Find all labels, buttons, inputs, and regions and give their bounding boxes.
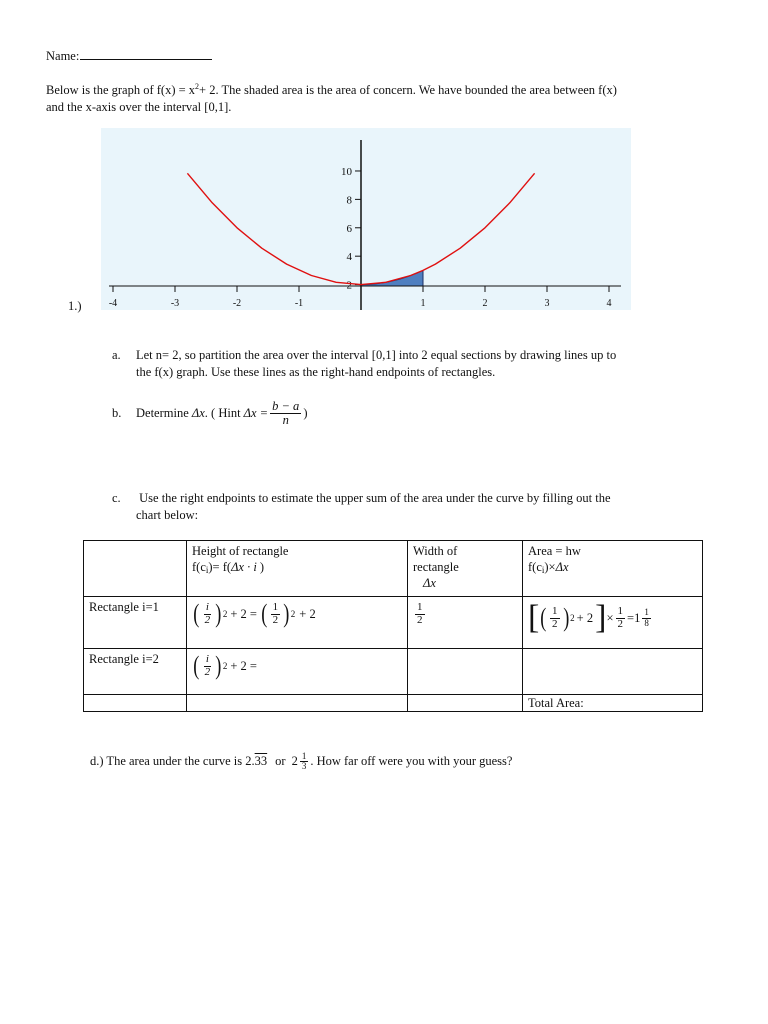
row1-frac-num: 1 [272,600,279,613]
x-tick-label: -3 [170,298,180,309]
header-height-cell [187,541,408,597]
x-tick-label: -4 [108,298,118,309]
row1-height-cell [187,597,408,649]
function-graph [101,128,631,310]
header-height-close: ) [259,560,265,574]
name-blank[interactable] [80,47,212,60]
problem-number: 1.) [68,299,82,313]
question-d-whole: 2 [291,754,298,769]
row1-label: Rectangle i=1 [84,597,187,649]
x-tick-label: -1 [294,298,304,309]
row1-area-frac-num: 1 [552,604,558,617]
hint-denominator: n [282,413,289,428]
y-tick-label: 2 [346,279,352,292]
row2-height-expr: ( $\frac{i}{2}$ ) 2 + 2 = [193,651,257,680]
question-d-frac [300,752,309,772]
row1-area-w-num: 1 [617,604,623,617]
row1-height-expr: ( $\frac{i}{2}$ ) 2 + 2 = ( $\frac{1}{2}$ ) 2 + 2 [193,599,316,628]
row1-area-mixed-den: 8 [644,617,649,628]
question-d-suffix: . How far off were you with your guess? [310,754,513,769]
question-d-prefix: d.) The area under the curve is 2. [90,754,255,769]
item-b-text: Determine [136,406,189,421]
item-c-marker: c. [112,491,121,505]
item-b-hint-open: . ( Hint [204,406,241,421]
total-empty-1 [84,695,187,712]
x-tick-label: 2 [482,298,488,309]
header-width-dx: Δx [423,576,436,590]
row2-sq: 2 [222,661,228,671]
item-b-dx: Δx [191,406,205,421]
table-row [84,649,703,695]
row1-area-times: × [606,611,614,625]
intro-line2: and the x-axis over the interval [0,1]. [46,100,232,115]
row1-area-mixed-num: 1 [644,607,649,618]
item-a-line2: the f(x) graph. Use these lines as the right-hand endpoints of rectangles. [136,365,496,379]
intro-line1-rest: + 2. The shaded area is the area of concern. We have bounded the area between f(x) [199,83,617,98]
question-d-den: 3 [301,761,307,772]
row1-area-whole: 1 [634,611,641,625]
rectangle-chart [83,540,703,712]
question-d-num: 1 [301,751,307,761]
item-a-line1: Let n= 2, so partition the area over the interval [0,1] into 2 equal sections by drawing lines up to [136,348,617,362]
row1-width-frac [415,602,425,626]
intro-paragraph [46,78,736,116]
item-b-marker: b. [112,406,122,421]
table-row [84,695,703,712]
header-area-fc: f(c [528,560,542,574]
x-tick-label: 3 [544,298,550,309]
question-d-or: or [275,754,286,769]
total-area-cell[interactable]: Total Area: [523,695,703,712]
row1-sq-2: 2 [290,609,296,619]
header-height-f: )= f( [208,560,232,574]
y-tick-label: 8 [346,194,352,207]
y-tick-label: 6 [346,222,352,235]
x-tick-label: -2 [232,298,242,309]
row2-frac-i-den: 2 [204,665,211,678]
x-tick-label: 1 [420,298,426,309]
row1-frac-i-den: 2 [204,613,211,626]
row1-width-den: 2 [417,613,423,626]
header-area-line1: Area = hw [528,544,581,558]
header-area-sub: i [541,565,545,575]
row1-frac-den: 2 [272,613,279,626]
row1-plus2-eq: + 2 = [230,607,257,621]
name-label: Name: [46,49,80,63]
item-b [112,400,712,427]
header-width-cell [408,541,523,597]
item-a-marker: a. [112,348,121,362]
header-height-fc: f(c [192,560,206,574]
name-field [46,47,212,64]
header-width-line1: Width of [413,544,458,558]
y-tick-label: 4 [346,251,352,264]
row2-height-cell [187,649,408,695]
item-b-close: ) [303,406,308,421]
hint-fraction [270,400,301,427]
table-header-row [84,541,703,597]
row1-area-w-den: 2 [617,617,623,630]
intro-line1: Below is the graph of f(x) = x [46,83,196,98]
header-empty-cell [84,541,187,597]
row1-width-num: 1 [417,601,423,613]
row2-width-cell[interactable] [408,649,523,695]
header-height-sub: i [205,565,209,575]
header-height-line1: Height of rectangle [192,544,289,558]
header-height-dxi: Δx · i [231,560,257,574]
table-row [84,597,703,649]
row1-area-sq: 2 [570,613,575,623]
row1-area-eq: = [627,611,635,625]
header-area-cell [523,541,703,597]
hint-numerator: b − a [272,399,300,413]
intro-sup: 2 [195,82,200,91]
row1-area-expr: [ ( $\frac{1}{2}$ ) 2 + 2 ] × $\frac{1}{2}$ = 1 $\frac{1}{8}$ [528,599,649,636]
row2-label: Rectangle i=2 [84,649,187,695]
total-empty-2 [187,695,408,712]
row2-area-cell[interactable] [523,649,703,695]
row1-frac-i-num: i [205,600,209,613]
question-d [90,752,512,772]
item-a [112,347,712,381]
header-area-times: )× [544,560,556,574]
row2-frac-i-num: i [205,652,209,665]
question-d-repeat: 33 [254,754,268,769]
row1-area-plus2: + 2 [576,611,594,625]
item-c-line2: chart below: [136,508,199,522]
row2-plus2-eq: + 2 = [230,659,257,673]
graph-panel [101,128,631,310]
header-area-dx: Δx [555,560,569,574]
row1-sq-1: 2 [222,609,228,619]
header-width-line2: rectangle [413,560,459,574]
row1-area-frac-den: 2 [552,617,558,630]
row1-plus2: + 2 [299,607,316,621]
item-c [112,490,712,524]
total-empty-3 [408,695,523,712]
item-c-line1: Use the right endpoints to estimate the upper sum of the area under the curve by filling out the [139,491,611,505]
row1-area-cell [523,597,703,649]
item-b-hint-eq: Δx = [243,406,269,421]
x-tick-label: 4 [606,298,612,309]
row1-width-cell [408,597,523,649]
y-tick-label: 10 [341,165,352,178]
